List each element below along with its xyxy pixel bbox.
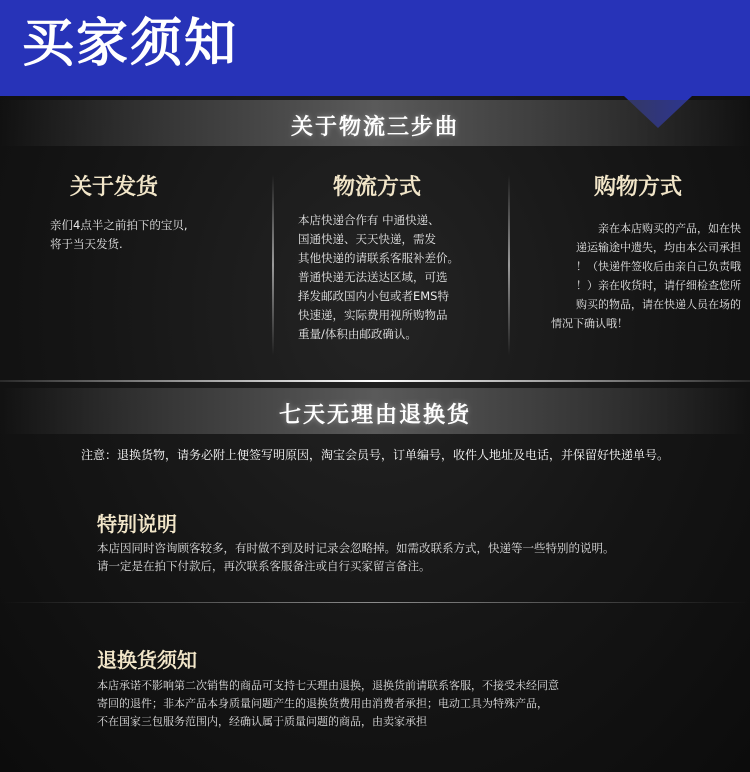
returns-bar-title: 七天无理由退换货 bbox=[278, 403, 471, 428]
logistics-bar bbox=[0, 100, 750, 146]
shipping-line: 亲们4点半之前拍下的宝贝, bbox=[50, 218, 188, 232]
special-text bbox=[97, 539, 717, 575]
return-policy-line: 本店承诺不影响第二次销售的商品可支持七天理由退换，退换货前请联系客服，不接受未经同意 bbox=[97, 679, 559, 692]
logistics-line: 本店快递合作有 中通快递、 bbox=[298, 213, 440, 227]
special-line: 请一定是在拍下付款后，再次联系客服备注或自行买家留言备注。 bbox=[97, 559, 431, 573]
header-banner bbox=[0, 0, 750, 96]
shipping-title: 关于发货 bbox=[70, 175, 159, 200]
purchase-line: 情况下确认哦！ bbox=[551, 317, 628, 330]
logistics-line: 重量/体积由邮政确认。 bbox=[298, 327, 417, 341]
purchase-line: 亲在本店购买的产品，如在快 bbox=[598, 222, 741, 235]
logistics-line: 其他快递的请联系客服补差价。 bbox=[298, 251, 459, 265]
purchase-method-text bbox=[551, 219, 741, 333]
special-line: 本店因同时咨询顾客较多，有时做不到及时记录会忽略掉。如需改联系方式，快递等一些特别的说明。 bbox=[97, 541, 615, 555]
purchase-line: ！）亲在收货时，请仔细检查您所 bbox=[576, 279, 741, 292]
purchase-method-title: 购物方式 bbox=[594, 175, 683, 200]
shipping-line: 将于当天发货. bbox=[50, 237, 123, 251]
return-policy-line: 不在国家三包服务范围内，经确认属于质量问题的商品，由卖家承担 bbox=[97, 715, 427, 728]
logistics-bar-title: 关于物流三步曲 bbox=[290, 115, 459, 140]
return-policy-line: 寄回的退件；非本产品本身质量问题产生的退换货费用由消费者承担；电动工具为特殊产品， bbox=[97, 697, 548, 710]
column-divider bbox=[272, 175, 274, 355]
special-title: 特别说明 bbox=[97, 512, 177, 536]
logistics-line: 普通快递无法送达区域，可选 bbox=[298, 270, 448, 284]
logistics-line: 国通快递、天天快递，需发 bbox=[298, 232, 436, 246]
page-title: 买家须知 bbox=[22, 14, 239, 74]
returns-notice: 注意：退换货物，请务必附上便签写明原因，淘宝会员号，订单编号，收件人地址及电话，并保留好快递单号。 bbox=[80, 448, 669, 462]
return-policy-text bbox=[97, 677, 717, 731]
logistics-line: 择发邮政国内小包或者EMS特 bbox=[298, 289, 449, 303]
purchase-line: 购买的物品，请在快递人员在场的 bbox=[576, 298, 741, 311]
purchase-line: ！（快递件签收后由亲自己负责哦 bbox=[576, 260, 741, 273]
column-divider bbox=[508, 175, 510, 355]
shipping-text bbox=[50, 216, 250, 254]
section-divider bbox=[0, 602, 750, 603]
section-divider bbox=[0, 380, 750, 382]
return-policy-title: 退换货须知 bbox=[97, 648, 197, 672]
returns-bar bbox=[0, 388, 750, 434]
purchase-line: 递运输途中遗失，均由本公司承担 bbox=[576, 241, 741, 254]
logistics-line: 快速递，实际费用视所购物品 bbox=[298, 308, 448, 322]
logistics-method-text bbox=[298, 211, 498, 344]
logistics-method-title: 物流方式 bbox=[333, 175, 422, 200]
